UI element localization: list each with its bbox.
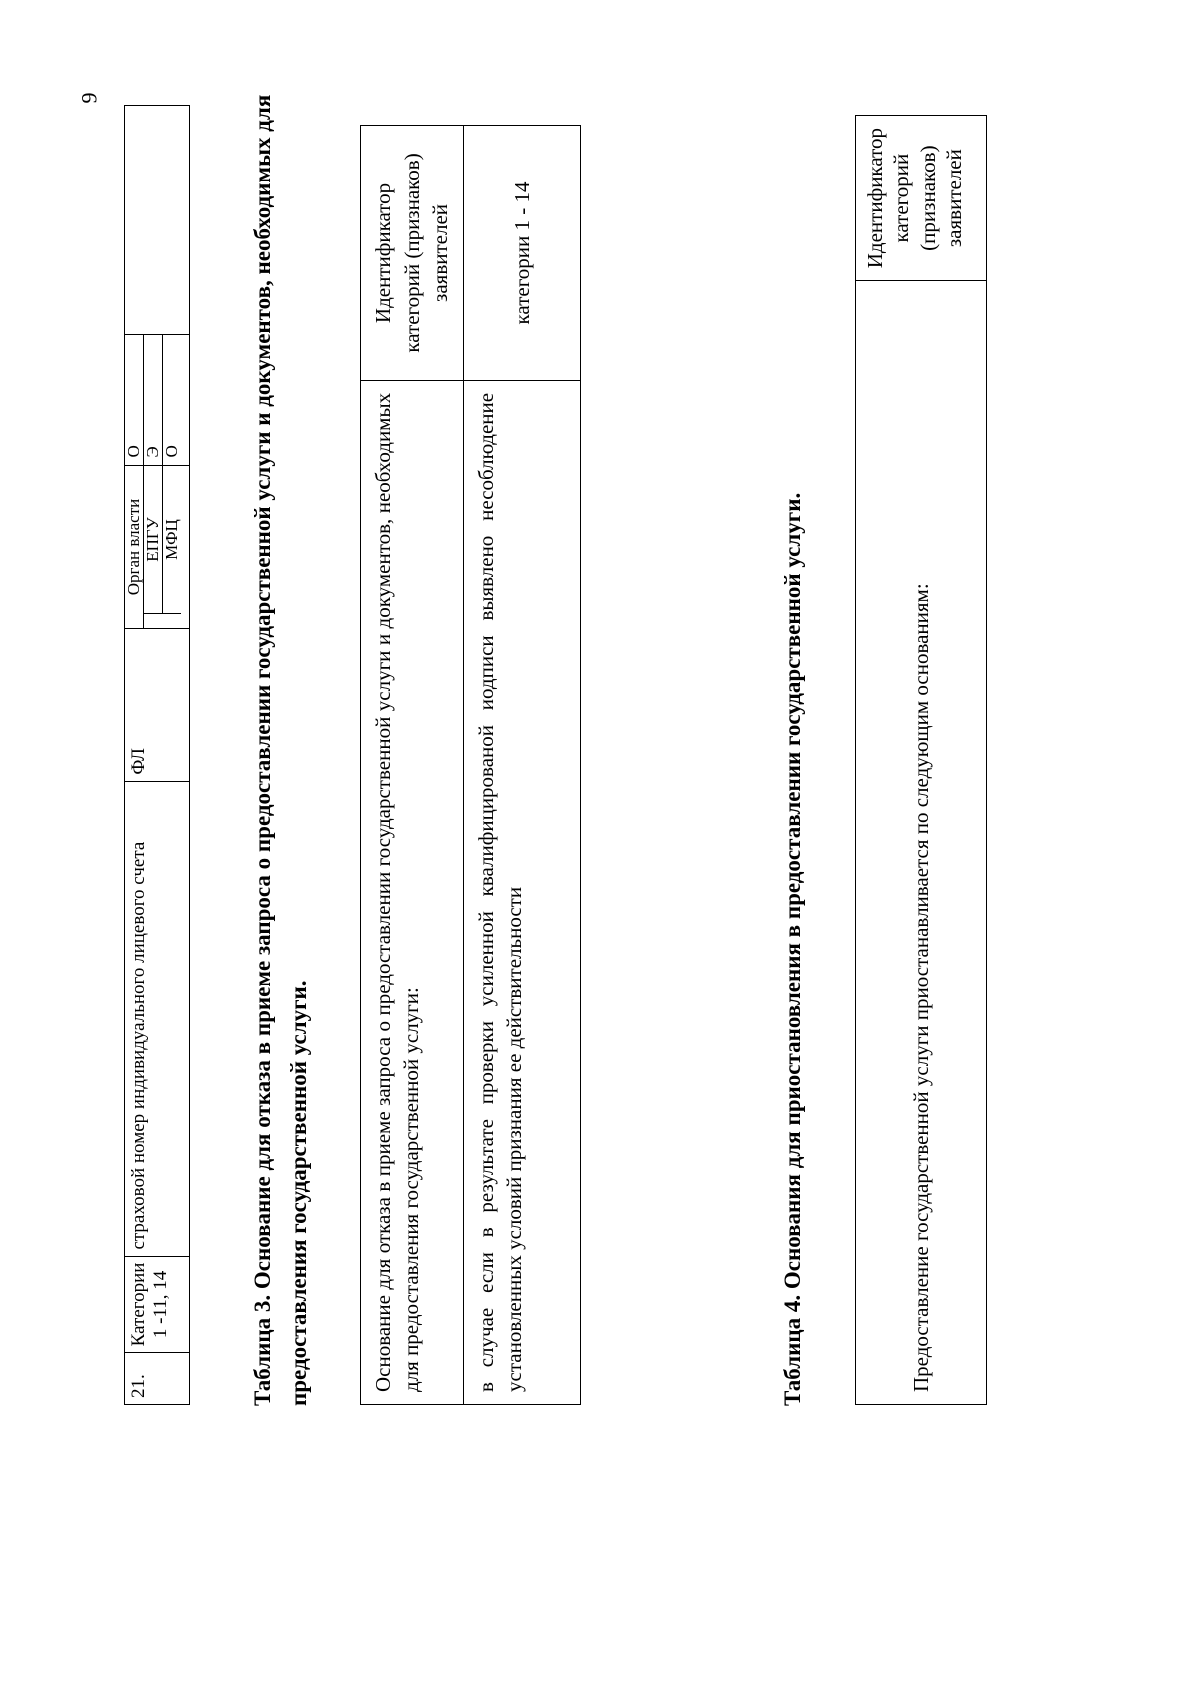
table3-row-main: в случае если в результате проверки усиленной квалифицированой иодписи выявлено несоблюдение установленных условий признания ее действительности <box>464 380 581 1404</box>
table-header-row <box>361 126 464 1405</box>
channel-name: Орган власти <box>125 466 144 627</box>
row-applicant-type: ФЛ <box>125 628 190 781</box>
row-channels <box>125 466 190 628</box>
table3-row-id: категории 1 - 14 <box>464 126 581 381</box>
table-row <box>856 116 987 1405</box>
table4-caption-label: Таблица 4. <box>780 1294 805 1406</box>
table3-caption-label: Таблица 3. <box>250 1294 275 1406</box>
row-document: страховой номер индивидуального лицевого счета <box>125 781 190 1256</box>
table4-row-id: Идентификатор категорий (признаков) заявителей <box>856 116 987 281</box>
channel-name: ЕПГУ <box>144 466 163 613</box>
row-extra <box>125 106 190 335</box>
row-number: 21. <box>125 1353 190 1405</box>
channel-mark: Э <box>144 335 163 465</box>
table3-caption-text: Основание для отказа в приеме запроса о предоставлении государственной услуги и документов, необходимых для предоставления государственной услуги. <box>250 94 311 1406</box>
table-row <box>464 126 581 1405</box>
table-row <box>125 106 190 1405</box>
table4-caption <box>775 46 811 1406</box>
table4-caption-text: Основания для приостановления в предоставлении государственной услуги. <box>780 492 805 1295</box>
channel-mark: О <box>162 445 181 458</box>
table4-row-main: Предоставление государственной услуги приостанавливается по следующим основаниям: <box>856 281 987 1405</box>
table3-header-id: Идентификатор категорий (признаков) заявителей <box>361 126 464 381</box>
table3-caption <box>245 46 317 1406</box>
table4 <box>855 115 987 1405</box>
channel-mark: О <box>125 335 144 465</box>
channel-name: МФЦ <box>163 466 181 613</box>
page-number: 9 <box>76 92 102 104</box>
table-continued <box>124 105 190 1405</box>
table3 <box>360 125 581 1405</box>
row-categories: Категории 1 -11, 14 <box>125 1256 190 1353</box>
row-channel-marks <box>125 335 190 466</box>
table3-header-main: Основание для отказа в приеме запроса о предоставлении государственной услуги и документов, необходимых для предоставления государственной услуги: <box>361 380 464 1404</box>
